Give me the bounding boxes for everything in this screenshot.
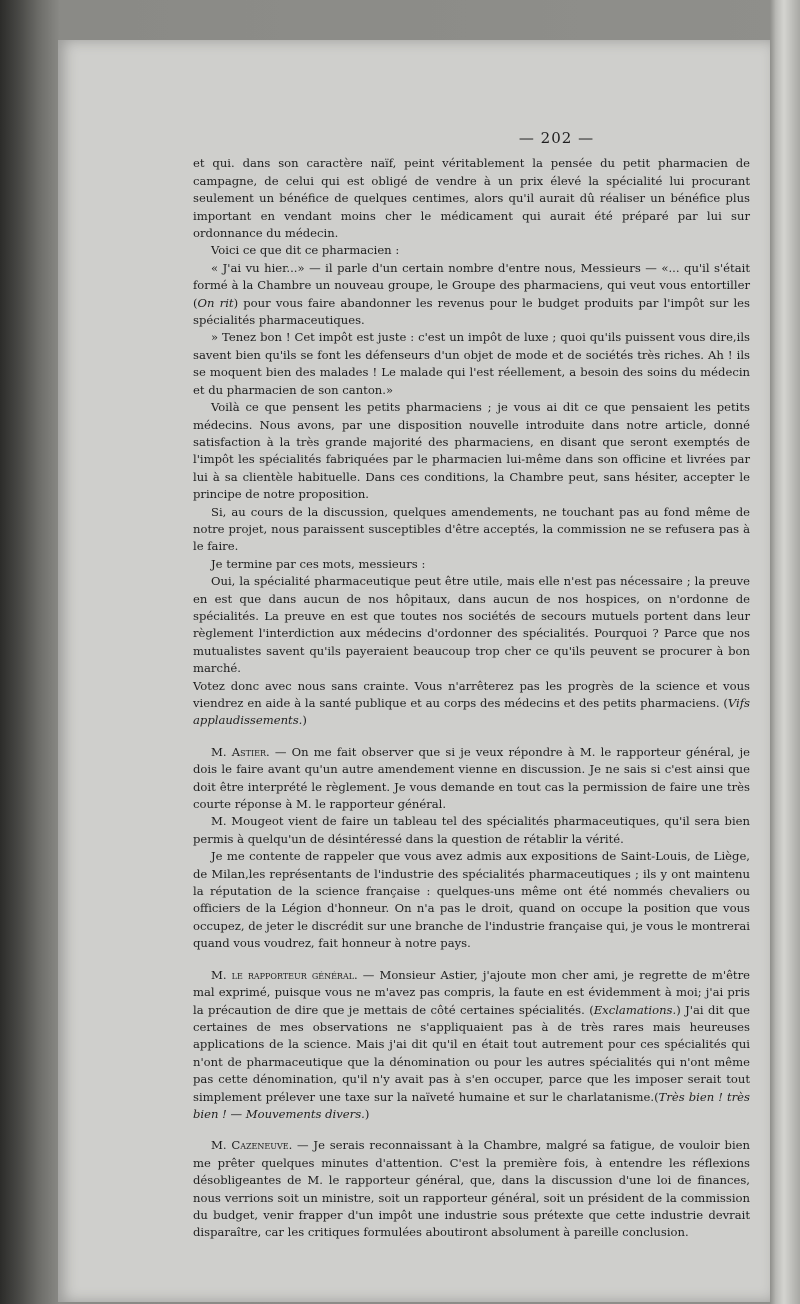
speaker-name: Cazeneuve xyxy=(231,1138,289,1153)
text-run: . — On me fait observer que si je veux répondre à M. le rapporteur général, je dois le faire avant qu'un autre amendement vienne en discussion. Je ne sais si c'est ainsi que doit être interprété le règlement. Je vous demande en tout cas la permission de faire une très courte réponse à M. le rapporteur général. xyxy=(193,744,750,812)
text-run: Voici ce que dit ce pharmacien : xyxy=(211,243,400,258)
text-run: » Tenez bon ! Cet impôt est juste : c'est un impôt de luxe ; quoi qu'ils puissent vous dire,ils savent bien qu'ils se font les défenseurs d'un objet de mode et de sociétés très riches. Ah ! ils se moquent bien des malades ! Le malade qui l'est réellement, a besoin des soins du médecin et du pharmacien de son canton.» xyxy=(193,330,750,397)
paragraph xyxy=(193,967,750,1124)
text-run: Oui, la spécialité pharmaceutique peut être utile, mais elle n'est pas nécessaire ; la preuve en est que dans aucun de nos hôpitaux, dans aucun de nos hospices, on n'ordonne de spécialités. La preuve en est que toutes nos sociétés de secours mutuels portent dans leur règlement l'interdiction aux médecins d'ordonner des spécialités. Pourquoi ? Parce que nos mutualistes savent qu'ils payeraient beaucoup trop cher ce qu'ils peuvent se procurer à bon marché. xyxy=(193,574,750,676)
text-run: Je me contente de rappeler que vous avez admis aux expositions de Saint-Louis, de Liège, de Milan,les représentants de l'industrie des spécialités pharmaceutiques ; ils y ont maintenu la réputation de la science française : quelques-uns même ont été nommés chevaliers ou officiers de la Légion d'honneur. On n'a pas le droit, quand on occupe la position que vous occupez, de jeter le discrédit sur une branche de l'industrie française qui, je vous le montrerai quand vous voudrez, fait honneur à notre pays. xyxy=(193,849,750,951)
page-edge xyxy=(770,0,800,1304)
paragraph xyxy=(193,1137,750,1241)
text-run: . — Je serais reconnaissant à la Chambre, malgré sa fatigue, de vouloir bien me prêter quelques minutes d'attention. C'est la première fois, à entendre les réflexions désobligeantes de M. le rapporteur général, que, dans la discussion d'une loi de finances, nous verrions soit un ministre, soit un rapporteur général, soit un président de la commission du budget, venir frapper d'un impôt une industrie sous prétexte que cette industrie devrait disparaître, car les critiques formulées aboutiront absolument à pareille conclusion. xyxy=(193,1138,750,1240)
paragraph xyxy=(193,504,750,556)
text-run: M. xyxy=(211,744,232,759)
text-run: Voilà ce que pensent les petits pharmaciens ; je vous ai dit ce que pensaient les petits médecins. Nous avons, par une disposition nouvelle introduite dans notre article, donné satisfaction à la très grande majorité des pharmaciens, en disant que seront exemptés de l'impôt les spécialités fabriquées par le pharmacien lui-même dans son officine et livrées par lui à sa clientèle habituelle. Dans ces conditions, la Chambre peut, sans hésiter, accepter le principe de notre proposition. xyxy=(193,400,750,502)
paragraph xyxy=(193,242,750,259)
text-run: et qui. dans son caractère naïf, peint véritablement la pensée du petit pharmacien de campagne, de celui qui est obligé de vendre à un prix élevé la spécialité lui procurant seulement un bénéfice de quelques centimes, alors qu'il aurait dû réaliser un bénéfice plus important en vendant moins cher le médicament qui aurait été préparé par lui sur ordonnance du médecin. xyxy=(193,156,750,241)
paragraph xyxy=(193,744,750,814)
document-text xyxy=(193,130,750,1242)
speaker-name: Astier xyxy=(231,744,266,759)
text-run: ) xyxy=(302,713,307,728)
stage-direction: On rit xyxy=(197,295,234,310)
paragraph xyxy=(193,813,750,848)
text-run: . — Monsieur Astier, j'ajoute mon cher ami, je regrette de m'être mal exprimé, puisque vous ne m'avez pas compris, la faute en est évidemment à moi; j'ai pris la précaution de dire que je mettais de côté certaines spécialités. ( xyxy=(193,967,750,1017)
text-run: Si, au cours de la discussion, quelques amendements, ne touchant pas au fond même de notre projet, nous paraissent susceptibles d'être acceptés, la commission ne se refusera pas à le faire. xyxy=(193,504,750,554)
text-run: ) xyxy=(364,1106,370,1121)
text-run: « J'ai vu hier...» — il parle d'un certain nombre d'entre nous, Messieurs — «... qu'il s'était formé à la Chambre un nouveau groupe, le Groupe des pharmaciens, qui veut vous entortiller ( xyxy=(193,260,750,310)
paragraph xyxy=(193,678,750,730)
paragraph xyxy=(193,260,750,330)
stage-direction: Très bien ! très bien ! — Mouvements divers. xyxy=(193,1089,750,1121)
paragraph xyxy=(193,399,750,503)
paragraph xyxy=(193,556,750,573)
stage-direction: Exclamations. xyxy=(593,1002,677,1017)
text-run: Je termine par ces mots, messieurs : xyxy=(211,556,426,571)
paragraph xyxy=(193,573,750,677)
text-run: ) J'ai dit que certaines de mes observations ne s'appliquaient pas à de très rares mais heureuses applications de la science. Mais j'ai dit qu'il en était tout autrement pour ces spécialités qui n'ont de pharmaceutique que la dénomination ou pour les autres spécialités qui n'ont même pas cette dénomination, qu'il n'y avait pas à s'en occuper, parce que les imposer serait tout simplement prélever une taxe sur la naïveté humaine et sur le charlatanisme.( xyxy=(193,1002,750,1104)
text-run: M. Mougeot vient de faire un tableau tel des spécialités pharmaceutiques, qu'il sera bien permis à quelqu'un de désintéressé dans la question de rétablir la vérité. xyxy=(193,814,750,846)
page-number: — 202 — xyxy=(518,129,595,147)
text-run: M. xyxy=(211,967,232,982)
speaker-name: le rapporteur général xyxy=(231,967,355,982)
stage-direction: Vifs applaudissements. xyxy=(193,696,750,728)
paragraph xyxy=(193,329,750,399)
text-run: Votez donc avec nous sans crainte. Vous n'arrêterez pas les progrès de la science et vous viendrez en aide à la santé publique et au corps des médecins et des petits pharmaciens. ( xyxy=(193,678,750,710)
text-run: ) pour vous faire abandonner les revenus pour le budget produits par l'impôt sur les spécialités pharmaceutiques. xyxy=(193,295,750,328)
paragraph xyxy=(193,848,750,952)
paragraph xyxy=(193,155,750,242)
text-run: M. xyxy=(211,1138,232,1153)
